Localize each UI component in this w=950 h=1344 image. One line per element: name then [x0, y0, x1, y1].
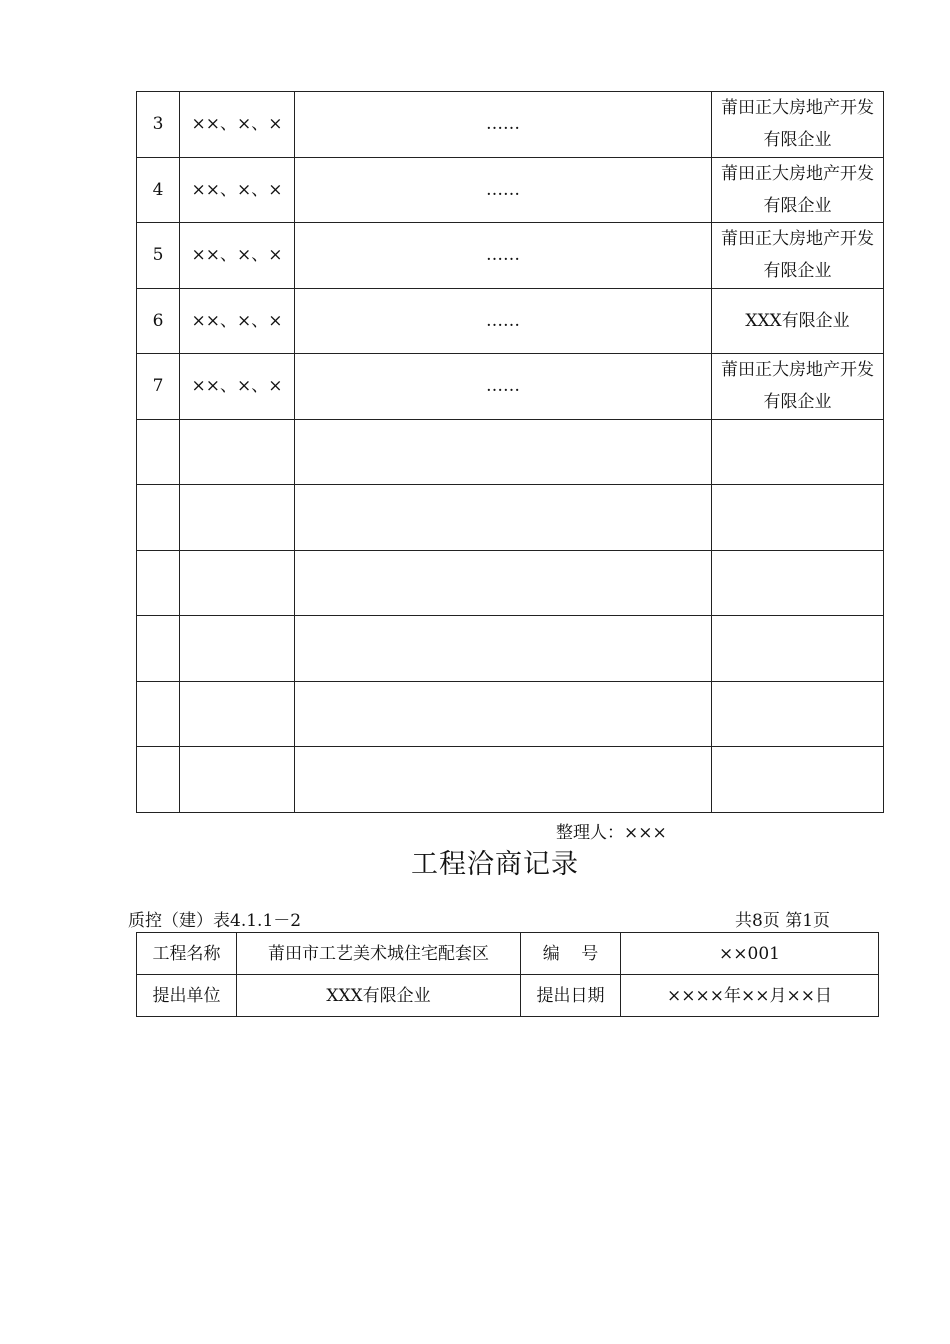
- record-content: [295, 485, 712, 551]
- compiler-line: [556, 818, 667, 843]
- record-number: 3: [137, 92, 180, 158]
- record-content: [295, 550, 712, 616]
- records-body: [137, 92, 884, 813]
- record-participants: ××、×、×: [180, 223, 295, 289]
- table-row: [137, 354, 884, 420]
- table-row: [137, 681, 884, 747]
- record-participants: [180, 485, 295, 551]
- number-label: 编 号: [521, 933, 621, 975]
- record-unit: XXX有限企业: [712, 288, 884, 354]
- record-content: [295, 419, 712, 485]
- record-unit: 莆田正大房地产开发有限企业: [712, 223, 884, 289]
- table-row: [137, 92, 884, 158]
- proposer-label: 提出单位: [137, 975, 237, 1017]
- record-participants: ××、×、×: [180, 288, 295, 354]
- record-unit: 莆田正大房地产开发有限企业: [712, 157, 884, 223]
- record-participants: [180, 419, 295, 485]
- proposer-value: XXX有限企业: [237, 975, 521, 1017]
- table-row: [137, 485, 884, 551]
- record-content: [295, 747, 712, 813]
- record-number: 4: [137, 157, 180, 223]
- record-content: [295, 681, 712, 747]
- form-code: 质控（建）表4.1.1－2: [128, 911, 302, 931]
- negotiation-records-table: [136, 91, 884, 813]
- record-unit: [712, 485, 884, 551]
- record-participants: ××、×、×: [180, 157, 295, 223]
- record-number: [137, 485, 180, 551]
- record-content: ……: [295, 157, 712, 223]
- number-value: ××001: [621, 933, 879, 975]
- table-row: [137, 419, 884, 485]
- compiler-label: 整理人：: [556, 823, 624, 843]
- record-participants: [180, 616, 295, 682]
- record-participants: [180, 550, 295, 616]
- date-value: ××××年××月××日: [621, 975, 879, 1017]
- table-row: [137, 223, 884, 289]
- record-number: [137, 747, 180, 813]
- record-number: 7: [137, 354, 180, 420]
- info-row-proposer: [137, 975, 879, 1017]
- record-participants: [180, 747, 295, 813]
- date-label: 提出日期: [521, 975, 621, 1017]
- info-row-project: [137, 933, 879, 975]
- project-info-table: [136, 932, 879, 1017]
- record-content: ……: [295, 223, 712, 289]
- record-content: ……: [295, 92, 712, 158]
- page-info: 共8页 第1页: [735, 911, 831, 931]
- record-unit: [712, 550, 884, 616]
- record-number: [137, 681, 180, 747]
- document-title: 工程洽商记录: [411, 849, 579, 880]
- record-unit: 莆田正大房地产开发有限企业: [712, 354, 884, 420]
- record-unit: [712, 747, 884, 813]
- project-name-value: 莆田市工艺美术城住宅配套区: [237, 933, 521, 975]
- table-row: [137, 288, 884, 354]
- record-participants: ××、×、×: [180, 354, 295, 420]
- table-row: [137, 747, 884, 813]
- record-number: [137, 616, 180, 682]
- record-content: [295, 616, 712, 682]
- record-content: ……: [295, 354, 712, 420]
- record-unit: [712, 681, 884, 747]
- table-row: [137, 550, 884, 616]
- table-row: [137, 616, 884, 682]
- record-unit: [712, 616, 884, 682]
- project-name-label: 工程名称: [137, 933, 237, 975]
- table-row: [137, 157, 884, 223]
- record-number: [137, 419, 180, 485]
- record-number: 6: [137, 288, 180, 354]
- record-participants: ××、×、×: [180, 92, 295, 158]
- record-number: 5: [137, 223, 180, 289]
- record-unit: 莆田正大房地产开发有限企业: [712, 92, 884, 158]
- record-number: [137, 550, 180, 616]
- record-participants: [180, 681, 295, 747]
- record-content: ……: [295, 288, 712, 354]
- compiler-name: ×××: [624, 823, 667, 843]
- record-unit: [712, 419, 884, 485]
